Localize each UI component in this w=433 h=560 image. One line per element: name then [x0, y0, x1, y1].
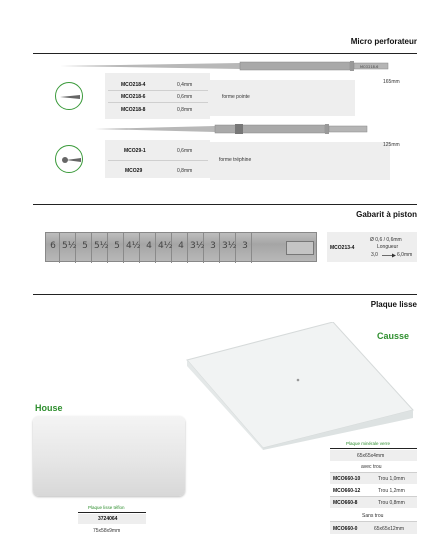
house-label: House — [35, 403, 63, 413]
without-hole-label: Sans trou — [362, 513, 384, 519]
form-b: forme tréphine — [219, 157, 252, 163]
ref-b2: MCO29 — [125, 168, 143, 174]
size-a2: 0,6mm — [177, 94, 193, 100]
house-dims: 75x58x9mm — [93, 528, 121, 534]
length-top: 165mm — [383, 79, 400, 85]
causse-ref-2: MCO660-12 — [333, 488, 361, 494]
causse-desc-1: Trou 1,0mm — [378, 476, 405, 482]
gabarit-diameter: Ø 0,6 / 0,6mm — [370, 237, 402, 243]
group-b-box — [105, 140, 210, 178]
section-divider — [33, 204, 417, 205]
causse-label: Causse — [377, 331, 410, 341]
house-ref: 3724064 — [98, 516, 118, 522]
causse-ref-1: MCO660-10 — [333, 476, 361, 482]
causse-last-dims: 65x65x12mm — [374, 526, 405, 532]
arrow-right-icon — [382, 253, 396, 258]
size-a1: 0,4mm — [177, 82, 193, 88]
causse-table-header: Plaque minérale verre — [346, 441, 391, 446]
section-divider — [33, 294, 417, 295]
gabarit-title: Gabarit à piston — [356, 210, 417, 219]
micro-perforateur-trephine-drawing — [95, 121, 370, 135]
micro-perforateur-pointe-drawing — [60, 58, 390, 72]
section-divider — [33, 53, 417, 54]
house-table-header: Plaque lisse téflon — [88, 505, 125, 510]
causse-ref-3: MCO660-8 — [333, 500, 358, 506]
ref-a2: MCO218-6 — [121, 94, 146, 100]
trephine-tip-detail — [55, 145, 83, 173]
gabarit-length-to: 6,0mm — [397, 252, 413, 258]
ref-a3: MCO218-8 — [121, 107, 146, 113]
ref-b1: MCO29-1 — [124, 148, 146, 154]
gabarit-length-label: Longueur — [377, 244, 399, 250]
ref-a1: MCO218-4 — [121, 82, 146, 88]
gabarit-length-from: 3,0 — [371, 252, 378, 258]
form-a: forme pointe — [222, 94, 250, 100]
size-b2: 0,8mm — [177, 168, 193, 174]
plaque-lisse-title: Plaque lisse — [370, 300, 417, 309]
with-hole-label: avec trou — [361, 464, 382, 470]
glass-plate-image — [183, 322, 418, 450]
causse-dims: 65x65x4mm — [357, 453, 385, 459]
teflon-plate-image — [33, 416, 185, 496]
causse-desc-3: Trou 0,8mm — [378, 500, 405, 506]
length-bottom: 125mm — [383, 142, 400, 148]
gabarit-ref: MCO213-4 — [330, 245, 355, 251]
causse-desc-2: Trou 1,2mm — [378, 488, 405, 494]
tool-marking: MCO218-6 — [360, 65, 379, 69]
causse-last-ref: MCO660-0 — [333, 526, 358, 532]
gabarit-gauge: 6 5½ 5 5½ 5 4½ 4 4½ 4 3½ 3 3½ 3 — [45, 232, 317, 262]
size-a3: 0,8mm — [177, 107, 193, 113]
micro-perforateur-title: Micro perforateur — [350, 37, 417, 46]
pointe-tip-detail — [55, 82, 83, 110]
size-b1: 0,6mm — [177, 148, 193, 154]
